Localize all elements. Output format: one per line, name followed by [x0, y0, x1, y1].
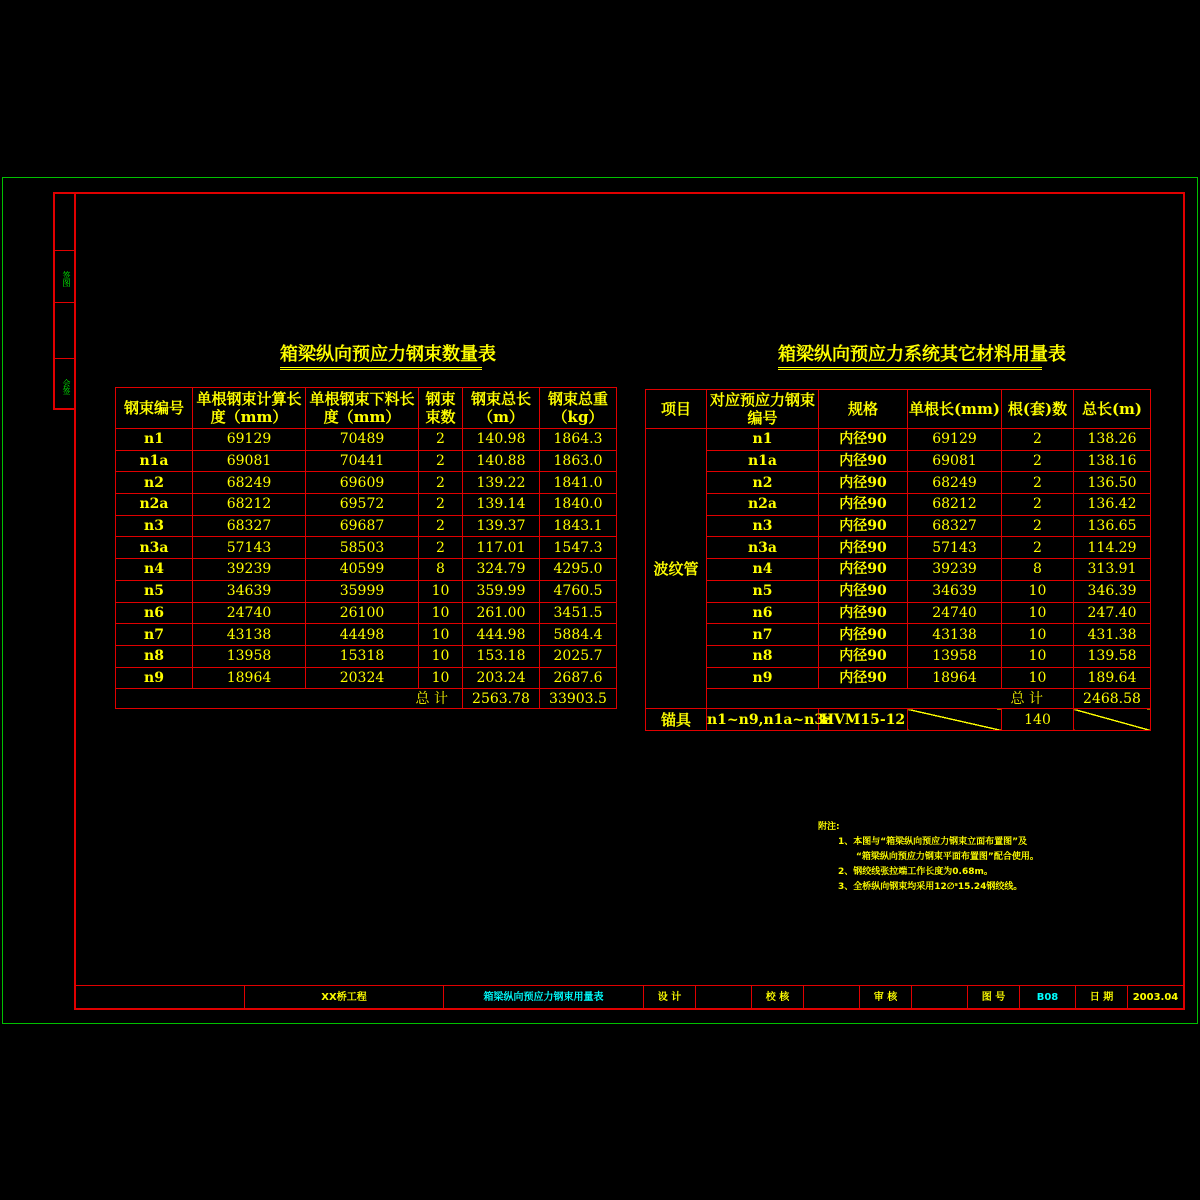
- table1-title: 箱梁纵向预应力钢束数量表: [280, 340, 482, 370]
- table-cell: 2: [1002, 472, 1074, 494]
- empty-cell-diagonal: [908, 709, 1002, 731]
- table-cell: 138.16: [1074, 450, 1151, 472]
- side-label-top: 签图: [62, 271, 71, 287]
- table-row: [646, 709, 1151, 731]
- table-cell: 8: [419, 559, 463, 581]
- table-cell: 68249: [908, 472, 1002, 494]
- table-cell: n3a: [707, 537, 819, 559]
- table-cell: 10: [419, 580, 463, 602]
- table-cell: 139.14: [463, 494, 540, 516]
- table-cell: 13958: [908, 645, 1002, 667]
- table-row: [116, 689, 617, 709]
- date-label: 日 期: [1076, 986, 1128, 1009]
- table-cell: 内径90: [819, 515, 908, 537]
- table-cell: n6: [116, 602, 193, 624]
- table-cell: n6: [707, 602, 819, 624]
- note-line: “箱梁纵向预应力钢束平面布置图”配合使用。: [856, 852, 1039, 862]
- table-cell: n2: [707, 472, 819, 494]
- table-cell: 58503: [306, 537, 419, 559]
- table-cell: n7: [707, 624, 819, 646]
- table-cell: 24740: [193, 602, 306, 624]
- table-cell: 153.18: [463, 645, 540, 667]
- total-length: 2468.58: [1074, 689, 1151, 709]
- table-cell: 2: [1002, 450, 1074, 472]
- table-cell: 117.01: [463, 537, 540, 559]
- notes-heading: 附注:: [818, 822, 840, 832]
- table-cell: n1: [707, 429, 819, 451]
- table-cell: n2a: [116, 494, 193, 516]
- column-header: 总长(m): [1074, 390, 1151, 429]
- table-cell: 34639: [908, 580, 1002, 602]
- anchor-tendons: n1~n9,n1a~n3a: [707, 709, 819, 731]
- table-cell: 10: [1002, 580, 1074, 602]
- table-cell: 444.98: [463, 624, 540, 646]
- table-cell: 35999: [306, 580, 419, 602]
- table-cell: 4295.0: [540, 559, 617, 581]
- table-cell: 313.91: [1074, 559, 1151, 581]
- table-cell: 1840.0: [540, 494, 617, 516]
- table-cell: 2: [1002, 429, 1074, 451]
- table-cell: 4760.5: [540, 580, 617, 602]
- table-cell: 114.29: [1074, 537, 1151, 559]
- table-row: [116, 580, 617, 602]
- check-label: 校 核: [752, 986, 804, 1009]
- table-cell: 1547.3: [540, 537, 617, 559]
- table-cell: 2: [1002, 537, 1074, 559]
- table-cell: n3: [116, 515, 193, 537]
- table-cell: 39239: [193, 559, 306, 581]
- group-label-corrugated-duct: 波纹管: [646, 429, 707, 709]
- anchor-count: 140: [1002, 709, 1074, 731]
- table-cell: 内径90: [819, 602, 908, 624]
- table-cell: n3a: [116, 537, 193, 559]
- table-cell: 261.00: [463, 602, 540, 624]
- table-row: [646, 494, 1151, 516]
- table-row: [646, 429, 1151, 451]
- table-cell: 346.39: [1074, 580, 1151, 602]
- table-cell: 136.42: [1074, 494, 1151, 516]
- project-name: XX桥工程: [245, 986, 444, 1009]
- table2-title: 箱梁纵向预应力系统其它材料用量表: [778, 340, 1042, 370]
- table-cell: 43138: [193, 624, 306, 646]
- table-cell: 136.65: [1074, 515, 1151, 537]
- side-label-bottom: 会签: [62, 379, 71, 395]
- drawing-title: 箱梁纵向预应力钢束用量表: [444, 986, 644, 1009]
- table-row: [646, 559, 1151, 581]
- table-cell: 2: [419, 472, 463, 494]
- table-cell: 138.26: [1074, 429, 1151, 451]
- anchor-label: 锚具: [646, 709, 707, 731]
- total-label: 总 计: [116, 689, 463, 709]
- table-cell: 247.40: [1074, 602, 1151, 624]
- table-cell: 10: [1002, 602, 1074, 624]
- table-row: [646, 667, 1151, 689]
- table-cell: 26100: [306, 602, 419, 624]
- table-cell: 1841.0: [540, 472, 617, 494]
- note-line: 2、钢绞线张拉端工作长度为0.68m。: [838, 867, 993, 877]
- table-cell: 10: [1002, 667, 1074, 689]
- table-cell: 68327: [908, 515, 1002, 537]
- table-cell: 68249: [193, 472, 306, 494]
- table-cell: 136.50: [1074, 472, 1151, 494]
- anchor-spec: HVM15-12: [819, 709, 908, 731]
- table-cell: 69081: [193, 450, 306, 472]
- column-header: 项目: [646, 390, 707, 429]
- column-header: 单根长(mm): [908, 390, 1002, 429]
- note-line: 1、本图与“箱梁纵向预应力钢束立面布置图”及: [838, 837, 1028, 847]
- table-cell: 1843.1: [540, 515, 617, 537]
- drawing-no: B08: [1020, 986, 1076, 1009]
- column-header: 单根钢束计算长度（mm）: [193, 388, 306, 429]
- table-cell: 34639: [193, 580, 306, 602]
- notes: [818, 820, 1138, 895]
- table-cell: 140.98: [463, 429, 540, 451]
- table-row: [116, 472, 617, 494]
- table-cell: 2: [1002, 494, 1074, 516]
- table-cell: 359.99: [463, 580, 540, 602]
- table-row: [116, 559, 617, 581]
- column-header: 钢束总重（kg）: [540, 388, 617, 429]
- table-row: [646, 689, 1151, 709]
- column-header: 对应预应力钢束编号: [707, 390, 819, 429]
- table-cell: 68212: [193, 494, 306, 516]
- table-cell: 内径90: [819, 645, 908, 667]
- table-row: [646, 645, 1151, 667]
- table-row: [646, 390, 1151, 429]
- table-row: [646, 602, 1151, 624]
- table-cell: 431.38: [1074, 624, 1151, 646]
- table-cell: 2: [419, 515, 463, 537]
- table-cell: 5884.4: [540, 624, 617, 646]
- table-cell: 内径90: [819, 450, 908, 472]
- table-cell: 1864.3: [540, 429, 617, 451]
- table-cell: n1a: [707, 450, 819, 472]
- table-cell: 68212: [908, 494, 1002, 516]
- table-cell: n4: [707, 559, 819, 581]
- table-cell: 3451.5: [540, 602, 617, 624]
- table-cell: 内径90: [819, 472, 908, 494]
- table-row: [646, 472, 1151, 494]
- column-header: 根(套)数: [1002, 390, 1074, 429]
- table-cell: 69081: [908, 450, 1002, 472]
- column-header: 钢束束数: [419, 388, 463, 429]
- table-cell: 44498: [306, 624, 419, 646]
- table-cell: 13958: [193, 645, 306, 667]
- column-header: 单根钢束下料长度（mm）: [306, 388, 419, 429]
- table-cell: 2: [1002, 515, 1074, 537]
- total-weight: 33903.5: [540, 689, 617, 709]
- table-cell: 2: [419, 537, 463, 559]
- table-cell: 2: [419, 494, 463, 516]
- table-row: [116, 624, 617, 646]
- table-cell: 2687.6: [540, 667, 617, 689]
- table-cell: n1a: [116, 450, 193, 472]
- table-cell: 69129: [908, 429, 1002, 451]
- table-row: [116, 645, 617, 667]
- table-row: [116, 537, 617, 559]
- table-cell: 139.37: [463, 515, 540, 537]
- table-cell: 10: [419, 624, 463, 646]
- date-value: 2003.04: [1132, 992, 1179, 1003]
- total-label: 总 计: [707, 689, 1074, 709]
- design-label: 设 计: [644, 986, 696, 1009]
- table-cell: 324.79: [463, 559, 540, 581]
- table-cell: 203.24: [463, 667, 540, 689]
- table-cell: 10: [419, 667, 463, 689]
- table-row: [116, 388, 617, 429]
- table-cell: 57143: [908, 537, 1002, 559]
- table-cell: 189.64: [1074, 667, 1151, 689]
- table-cell: 8: [1002, 559, 1074, 581]
- table-row: [116, 667, 617, 689]
- table-cell: 139.58: [1074, 645, 1151, 667]
- table-cell: 内径90: [819, 429, 908, 451]
- table-cell: n5: [707, 580, 819, 602]
- table-cell: 40599: [306, 559, 419, 581]
- table-cell: 39239: [908, 559, 1002, 581]
- table-cell: 内径90: [819, 559, 908, 581]
- table-cell: 70489: [306, 429, 419, 451]
- tendon-quantity-table: [115, 387, 617, 709]
- table-row: [116, 515, 617, 537]
- table-cell: n5: [116, 580, 193, 602]
- table-cell: 139.22: [463, 472, 540, 494]
- table-cell: 内径90: [819, 537, 908, 559]
- table-cell: 内径90: [819, 494, 908, 516]
- table-cell: n7: [116, 624, 193, 646]
- table-cell: 20324: [306, 667, 419, 689]
- table-cell: 2: [419, 429, 463, 451]
- table-cell: 69572: [306, 494, 419, 516]
- table-cell: 内径90: [819, 667, 908, 689]
- countersign-strip: [53, 192, 74, 410]
- column-header: 钢束编号: [116, 388, 193, 429]
- table-row: [116, 494, 617, 516]
- table-cell: 69609: [306, 472, 419, 494]
- total-length: 2563.78: [463, 689, 540, 709]
- table-cell: 内径90: [819, 624, 908, 646]
- table-row: [116, 429, 617, 451]
- table-cell: 69129: [193, 429, 306, 451]
- empty-cell-diagonal: [1074, 709, 1151, 731]
- table-cell: n2: [116, 472, 193, 494]
- table-cell: 内径90: [819, 580, 908, 602]
- table-cell: n4: [116, 559, 193, 581]
- table-cell: n2a: [707, 494, 819, 516]
- table-cell: n8: [116, 645, 193, 667]
- table-cell: 2: [419, 450, 463, 472]
- table-cell: 24740: [908, 602, 1002, 624]
- note-line: 3、全桥纵向钢束均采用12∅ˢ15.24钢绞线。: [838, 882, 1023, 892]
- table-cell: n1: [116, 429, 193, 451]
- review-label: 审 核: [860, 986, 912, 1009]
- table-cell: 2025.7: [540, 645, 617, 667]
- table-row: [646, 624, 1151, 646]
- title-block: [74, 985, 1185, 1010]
- table-cell: 70441: [306, 450, 419, 472]
- table-row: [116, 602, 617, 624]
- material-quantity-table: [645, 389, 1151, 731]
- table-cell: 68327: [193, 515, 306, 537]
- table-cell: 10: [1002, 624, 1074, 646]
- table-row: [646, 537, 1151, 559]
- table-row: [116, 450, 617, 472]
- table-cell: n8: [707, 645, 819, 667]
- table-cell: 69687: [306, 515, 419, 537]
- table-cell: 43138: [908, 624, 1002, 646]
- table-cell: 18964: [193, 667, 306, 689]
- column-header: 规格: [819, 390, 908, 429]
- table-cell: 1863.0: [540, 450, 617, 472]
- table-cell: 10: [1002, 645, 1074, 667]
- table-cell: 140.88: [463, 450, 540, 472]
- drawing-no-label: 图 号: [968, 986, 1020, 1009]
- table-cell: n9: [116, 667, 193, 689]
- table-row: [646, 515, 1151, 537]
- table-cell: 18964: [908, 667, 1002, 689]
- table-cell: 10: [419, 602, 463, 624]
- table-row: [646, 450, 1151, 472]
- table-cell: 15318: [306, 645, 419, 667]
- table-row: [646, 580, 1151, 602]
- table-cell: 57143: [193, 537, 306, 559]
- table-cell: n3: [707, 515, 819, 537]
- column-header: 钢束总长（m）: [463, 388, 540, 429]
- table-cell: n9: [707, 667, 819, 689]
- table-cell: 10: [419, 645, 463, 667]
